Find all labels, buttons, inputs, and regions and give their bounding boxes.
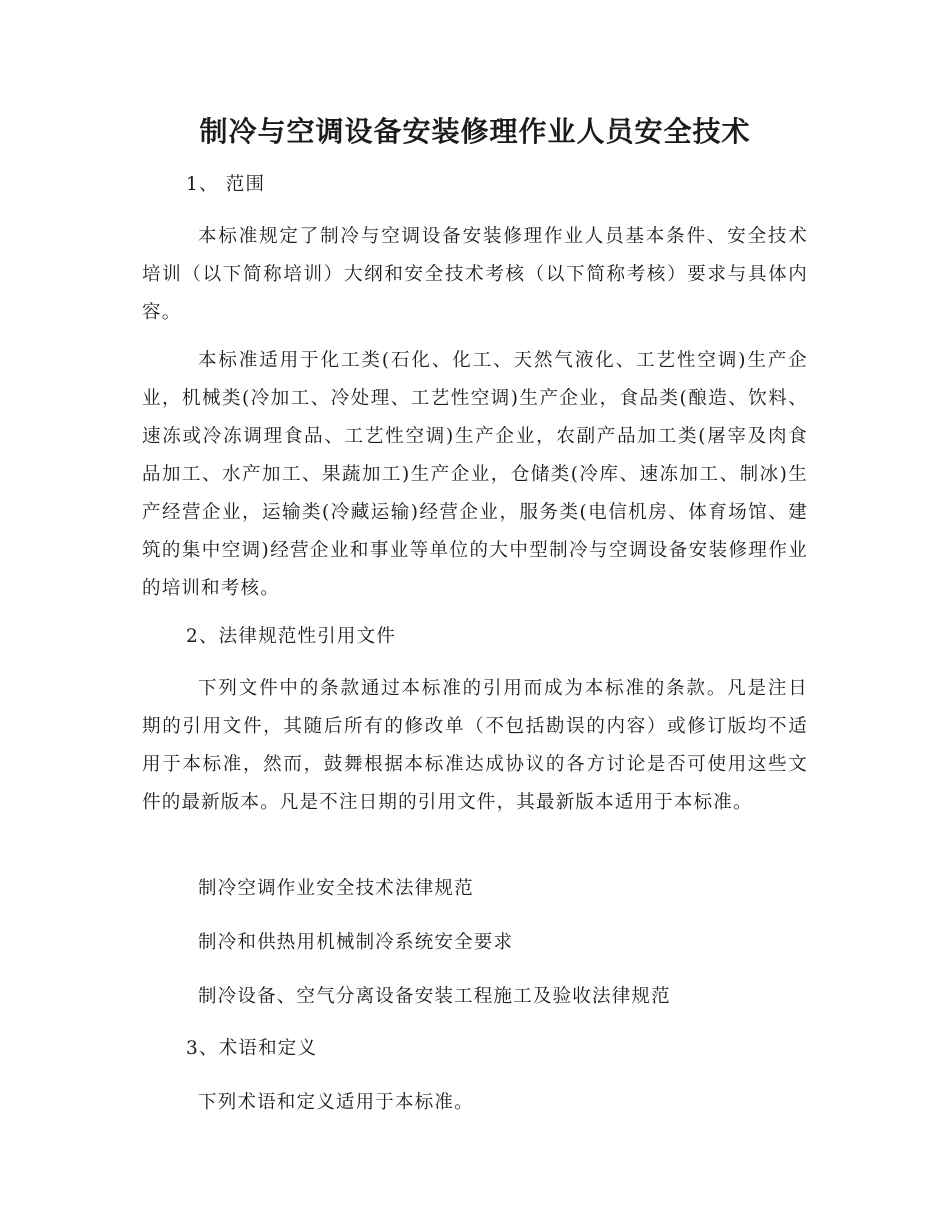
document-title: 制冷与空调设备安装修理作业人员安全技术: [199, 115, 751, 148]
reference-item: 制冷和供热用机械制冷系统安全要求: [198, 932, 514, 953]
paragraph-scope-definition: 本标准规定了制冷与空调设备安装修理作业人员基本条件、安全技术培训（以下简称培训）大纲和安全技术考核（以下简称考核）要求与具体内容。: [142, 226, 808, 323]
reference-item: 制冷空调作业安全技术法律规范: [198, 878, 474, 899]
paragraph-scope-applicability: 本标准适用于化工类(石化、化工、天然气液化、工艺性空调)生产企业，机械类(冷加工、冷处理、工艺性空调)生产企业，食品类(酿造、饮料、速冻或冷冻调理食品、工艺性空调)生产企业，农副产品加工类(屠宰及肉食品加工、水产加工、果蔬加工)生产企业，仓储类(冷库、速冻加工、制冰)生产经营企业，运输类(冷藏运输)经营企业，服务类(电信机房、体育场馆、建筑的集中空调)经营企业和事业等单位的大中型制冷与空调设备安装修理作业的培训和考核。: [142, 350, 808, 599]
section-heading-references: 2、法律规范性引用文件: [186, 626, 396, 647]
paragraph-references-intro: 下列文件中的条款通过本标准的引用而成为本标准的条款。凡是注日期的引用文件，其随后所有的修改单（不包括勘误的内容）或修订版均不适用于本标准，然而，鼓舞根据本标准达成协议的各方讨论是否可使用这些文件的最新版本。凡是不注日期的引用文件，其最新版本适用于本标准。: [142, 678, 808, 813]
reference-item: 制冷设备、空气分离设备安装工程施工及验收法律规范: [198, 986, 671, 1007]
section-heading-scope: 1、 范围: [186, 174, 266, 195]
section-heading-terms: 3、术语和定义: [186, 1038, 318, 1059]
paragraph-terms-intro: 下列术语和定义适用于本标准。: [198, 1092, 474, 1113]
